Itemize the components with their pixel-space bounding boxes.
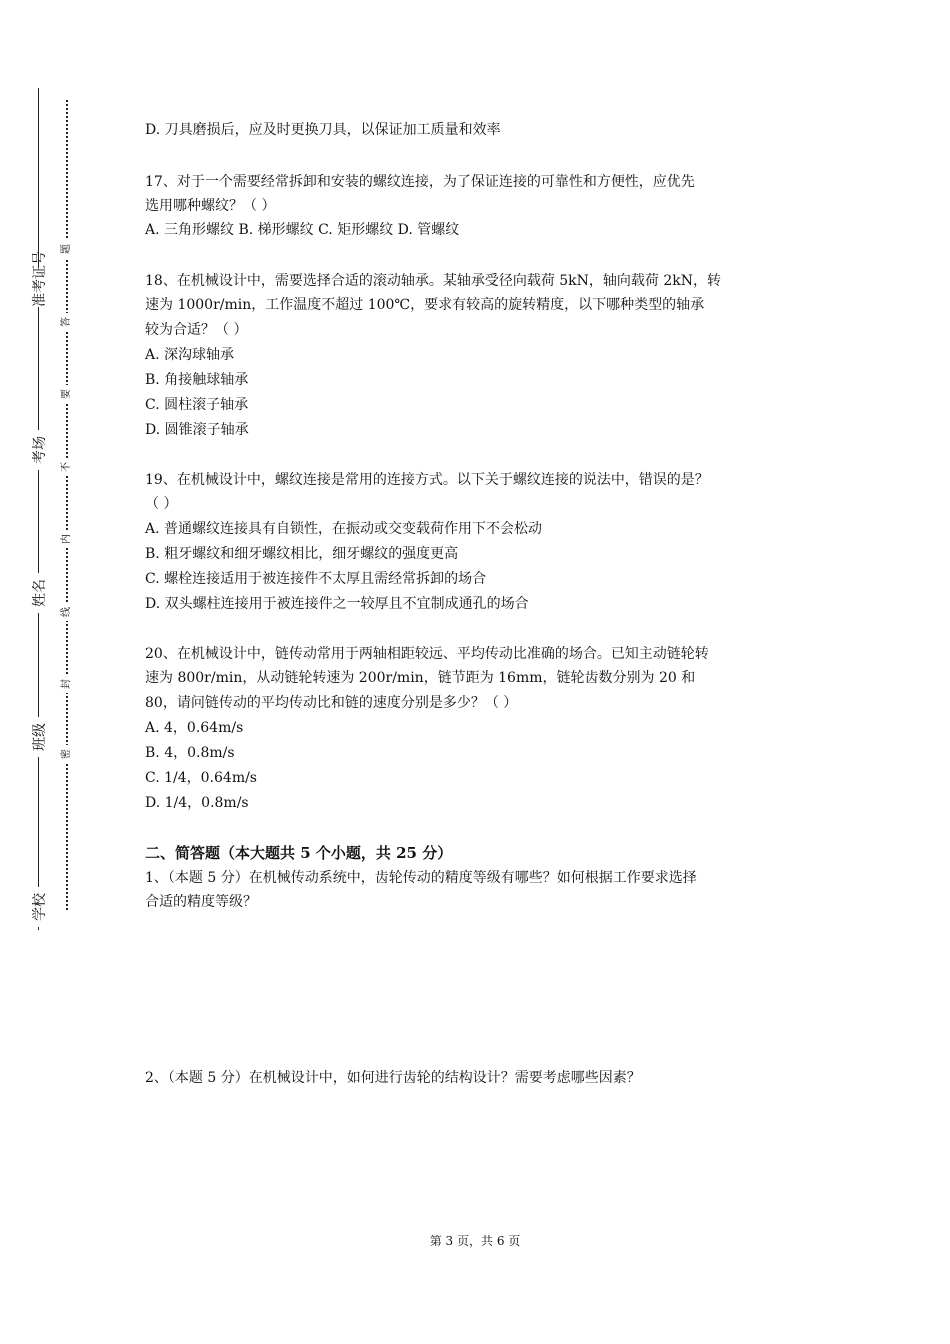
seal-char: 题 [58, 240, 76, 258]
seal-char: 内 [58, 530, 76, 548]
s2-q1-line: 1、（本题 5 分）在机械传动系统中，齿轮传动的精度等级有哪些？如何根据工作要求选择 [145, 870, 697, 886]
seal-dotted-line [66, 100, 68, 910]
binding-margin [0, 0, 110, 1344]
school-label: 学校 [20, 887, 60, 927]
q17-options: A. 三角形螺纹 B. 梯形螺纹 C. 矩形螺纹 D. 管螺纹 [145, 222, 460, 238]
class-label: 班级 [20, 717, 60, 757]
q19-option: D. 双头螺柱连接用于被连接件之一较厚且不宜制成通孔的场合 [145, 596, 529, 612]
exam-room-label: 考场 [20, 430, 60, 470]
q18-option: D. 圆锥滚子轴承 [145, 422, 249, 438]
q20-stem-line: 20、在机械设计中，链传动常用于两轴相距较远、平均传动比准确的场合。已知主动链轮转 [145, 646, 709, 662]
q19-option: C. 螺栓连接适用于被连接件不太厚且需经常拆卸的场合 [145, 571, 487, 587]
q18-option: B. 角接触球轴承 [145, 372, 249, 388]
q20-option: B. 4，0.8m/s [145, 745, 235, 761]
q18-stem-line: 较为合适？（ ） [145, 322, 248, 338]
binding-solid-line [38, 88, 39, 930]
seal-char: 密 [58, 745, 76, 763]
q18-stem-line: 18、在机械设计中，需要选择合适的滚动轴承。某轴承受径向载荷 5kN，轴向载荷 2kN，转 [145, 273, 721, 289]
q17-stem-line: 选用哪种螺纹？（ ） [145, 198, 276, 214]
q19-stem-line: 19、在机械设计中，螺纹连接是常用的连接方式。以下关于螺纹连接的说法中，错误的是？ [145, 472, 709, 488]
q20-stem-line: 速为 800r/min，从动链轮转速为 200r/min，链节距为 16mm，链轮齿数分别为 20 和 [145, 670, 696, 686]
name-label: 姓名 [20, 573, 60, 613]
seal-char: 封 [58, 675, 76, 693]
seal-char: 答 [58, 313, 76, 331]
q16-option-d: D. 刀具磨损后，应及时更换刀具，以保证加工质量和效率 [145, 122, 501, 138]
seal-char: 不 [58, 458, 76, 476]
q19-option: A. 普通螺纹连接具有自锁性，在振动或交变载荷作用下不会松动 [145, 521, 543, 537]
q18-option: A. 深沟球轴承 [145, 347, 235, 363]
q17-stem-line: 17、对于一个需要经常拆卸和安装的螺纹连接，为了保证连接的可靠性和方便性，应优先 [145, 174, 695, 190]
q20-stem-line: 80，请问链传动的平均传动比和链的速度分别是多少？（ ） [145, 695, 518, 711]
exam-number-label: 准考证号 [20, 267, 60, 307]
seal-char: 要 [58, 385, 76, 403]
s2-q1-line: 合适的精度等级？ [145, 894, 257, 910]
q20-option: A. 4，0.64m/s [145, 720, 244, 736]
q18-stem-line: 速为 1000r/min，工作温度不超过 100℃，要求有较高的旋转精度，以下哪种类型的轴承 [145, 297, 705, 313]
s2-q2-line: 2、（本题 5 分）在机械设计中，如何进行齿轮的结构设计？需要考虑哪些因素？ [145, 1070, 641, 1086]
q20-option: D. 1/4，0.8m/s [145, 795, 249, 811]
seal-char: 线 [58, 603, 76, 621]
q18-option: C. 圆柱滚子轴承 [145, 397, 249, 413]
section2-heading: 二、简答题（本大题共 5 个小题，共 25 分） [145, 844, 453, 862]
q19-stem-line: （ ） [145, 496, 178, 512]
q20-option: C. 1/4，0.64m/s [145, 770, 257, 786]
page-footer: 第 3 页，共 6 页 [429, 1234, 521, 1248]
q19-option: B. 粗牙螺纹和细牙螺纹相比，细牙螺纹的强度更高 [145, 546, 459, 562]
